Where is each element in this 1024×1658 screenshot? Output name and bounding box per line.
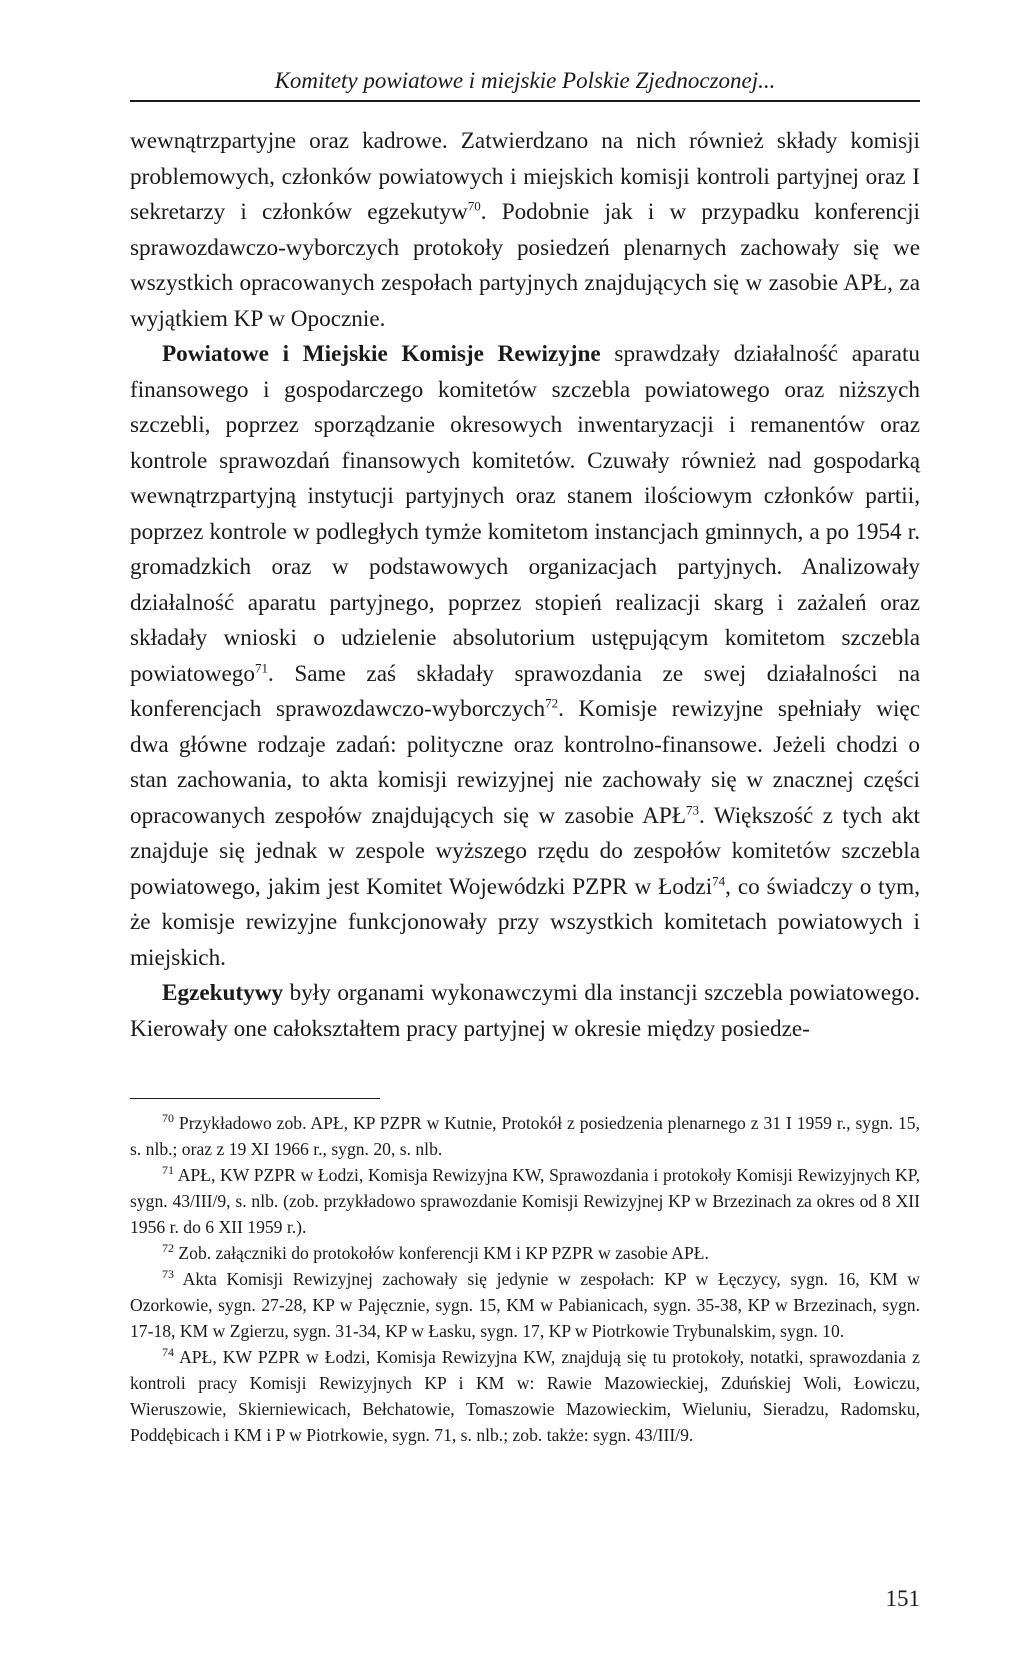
paragraph-2 — [130, 337, 920, 976]
footnote-ref-70[interactable]: 70 — [467, 198, 481, 214]
footnote-ref-72[interactable]: 72 — [545, 695, 559, 711]
footnote-ref-74[interactable]: 74 — [712, 872, 726, 888]
paragraph-1 — [130, 124, 920, 337]
header-rule — [130, 100, 920, 102]
paragraph-1-text-a: wewnątrzpartyjne oraz kadrowe. Zatwierdzano na nich również składy komisji problemowych, członków powiatowych i miejskich komisji kontroli partyjnej oraz I sekretarzy i członków egzekutyw — [130, 128, 920, 225]
paragraph-2-text-b: . Same zaś składały sprawozdania ze swej działalności na konferencjach sprawozdawczo-wyborczych — [130, 660, 920, 722]
footnote-text: APŁ, KW PZPR w Łodzi, Komisja Rewizyjna KW, Sprawozdania i protokoły Komisji Rewizyjnych KP, sygn. 43/III/9, s. nlb. (zob. przykładowo sprawozdanie Komisji Rewizyjnej KP w Brzezinach za okres od 8 XII 1956 r. do 6 XII 1959 r.). — [130, 1165, 920, 1237]
footnote-number: 70 — [162, 1111, 174, 1126]
paragraph-3-bold-heading: Egzekutywy — [162, 980, 284, 1006]
paragraph-2-text-d: . Większość z tych akt znajduje się jednak w zespole wyższego rzędu do zespołów komitetów szczebla powiatowego, jakim jest Komitet Wojewódzki PZPR w Łodzi — [130, 802, 920, 900]
paragraph-3 — [130, 976, 920, 1047]
paragraph-2-text-e: , co świadczy o tym, że komisje rewizyjne funkcjonowały przy wszystkich komitetach powiatowych i miejskich. — [130, 873, 921, 971]
footnote-text: Zob. załączniki do protokołów konferencji KM i KP PZPR w zasobie APŁ. — [174, 1243, 709, 1263]
footnote-74 — [130, 1344, 920, 1448]
footnotes — [130, 1110, 920, 1448]
page-number: 151 — [885, 1586, 920, 1611]
footnote-number: 73 — [162, 1267, 174, 1282]
footnote-70 — [130, 1110, 920, 1162]
footnote-ref-73[interactable]: 73 — [686, 801, 699, 817]
footnote-text: APŁ, KW PZPR w Łodzi, Komisja Rewizyjna KW, znajdują się tu protokoły, notatki, sprawozdania z kontroli pracy Komisji Rewizyjnych KP i KM w: Rawie Mazowieckiej, Zduńskiej Woli, Łowiczu, Wieruszowie, Skierniewicach, Bełchatowie, Tomaszowie Mazowieckim, Wieluniu, Sieradzu, Radomsku, Poddębicach i KM i P w Piotrkowie, sygn. 71, s. nlb.; zob. także: sygn. 43/III/9. — [130, 1347, 920, 1445]
footnote-71 — [130, 1162, 920, 1240]
paragraph-2-bold-heading: Powiatowe i Miejskie Komisje Rewizyjne — [162, 341, 601, 367]
footnote-separator — [130, 1098, 380, 1099]
footnote-number: 74 — [162, 1345, 174, 1360]
paragraph-1-text-b: . Podobnie jak i w przypadku konferencji sprawozdawczo-wyborczych protokoły posiedzeń plenarnych zachowały się we wszystkich opracowanych zespołach partyjnych znajdujących się w zasobie APŁ, za wyjątkiem KP w Opocznie. — [130, 199, 921, 332]
paragraph-3-text-a: były organami wykonawczymi dla instancji szczebla powiatowego. Kierowały one całokształtem pracy partyjnej w okresie między posiedze- — [130, 980, 920, 1042]
paragraph-2-text-a: sprawdzały działalność aparatu finansowego i gospodarczego komitetów szczebla powiatowego oraz niższych szczebli, poprzez sporządzanie okresowych inwentaryzacji i remanentów oraz kontrole sprawozdań finansowych komitetów. Czuwały również nad gospodarką wewnątrzpartyjną instytucji partyjnych oraz stanem ilościowym członków partii, poprzez kontrole w podległych tymże komitetom instancjach gminnych, a po 1954 r. gromadzkich oraz w podstawowych organizacjach partyjnych. Analizowały działalność aparatu partyjnego, poprzez stopień realizacji skarg i zażaleń oraz składały wnioski o udzielenie absolutorium ustępującym komitetom szczebla powiatowego — [130, 341, 920, 687]
footnote-73 — [130, 1266, 920, 1344]
footnote-text: Akta Komisji Rewizyjnej zachowały się jedynie w zespołach: KP w Łęczycy, sygn. 16, KM w Ozorkowie, sygn. 27-28, KP w Pajęcznie, sygn. 15, KM w Pabianicach, sygn. 35-38, KP w Brzezinach, sygn. 17-18, KM w Zgierzu, sygn. 31-34, KP w Łasku, sygn. 17, KP w Piotrkowie Trybunalskim, sygn. 10. — [130, 1269, 920, 1341]
paragraph-2-text-c: . Komisje rewizyjne spełniały więc dwa główne rodzaje zadań: polityczne oraz kontrolno-finansowe. Jeżeli chodzi o stan zachowania, to akta komisji rewizyjnej nie zachowały się w znacznej części opracowanych zespołów znajdujących się w zasobie APŁ — [130, 696, 920, 829]
footnote-number: 71 — [162, 1163, 174, 1178]
footnote-number: 72 — [162, 1241, 174, 1256]
footnote-72 — [130, 1240, 920, 1266]
running-title: Komitety powiatowe i miejskie Polskie Zjednoczonej... — [274, 68, 776, 93]
footnote-ref-71[interactable]: 71 — [254, 659, 268, 675]
main-text — [130, 124, 920, 1047]
footnote-text: Przykładowo zob. APŁ, KP PZPR w Kutnie, Protokół z posiedzenia plenarnego z 31 I 1959 r., sygn. 15, s. nlb.; oraz z 19 XI 1966 r., sygn. 20, s. nlb. — [130, 1113, 920, 1159]
